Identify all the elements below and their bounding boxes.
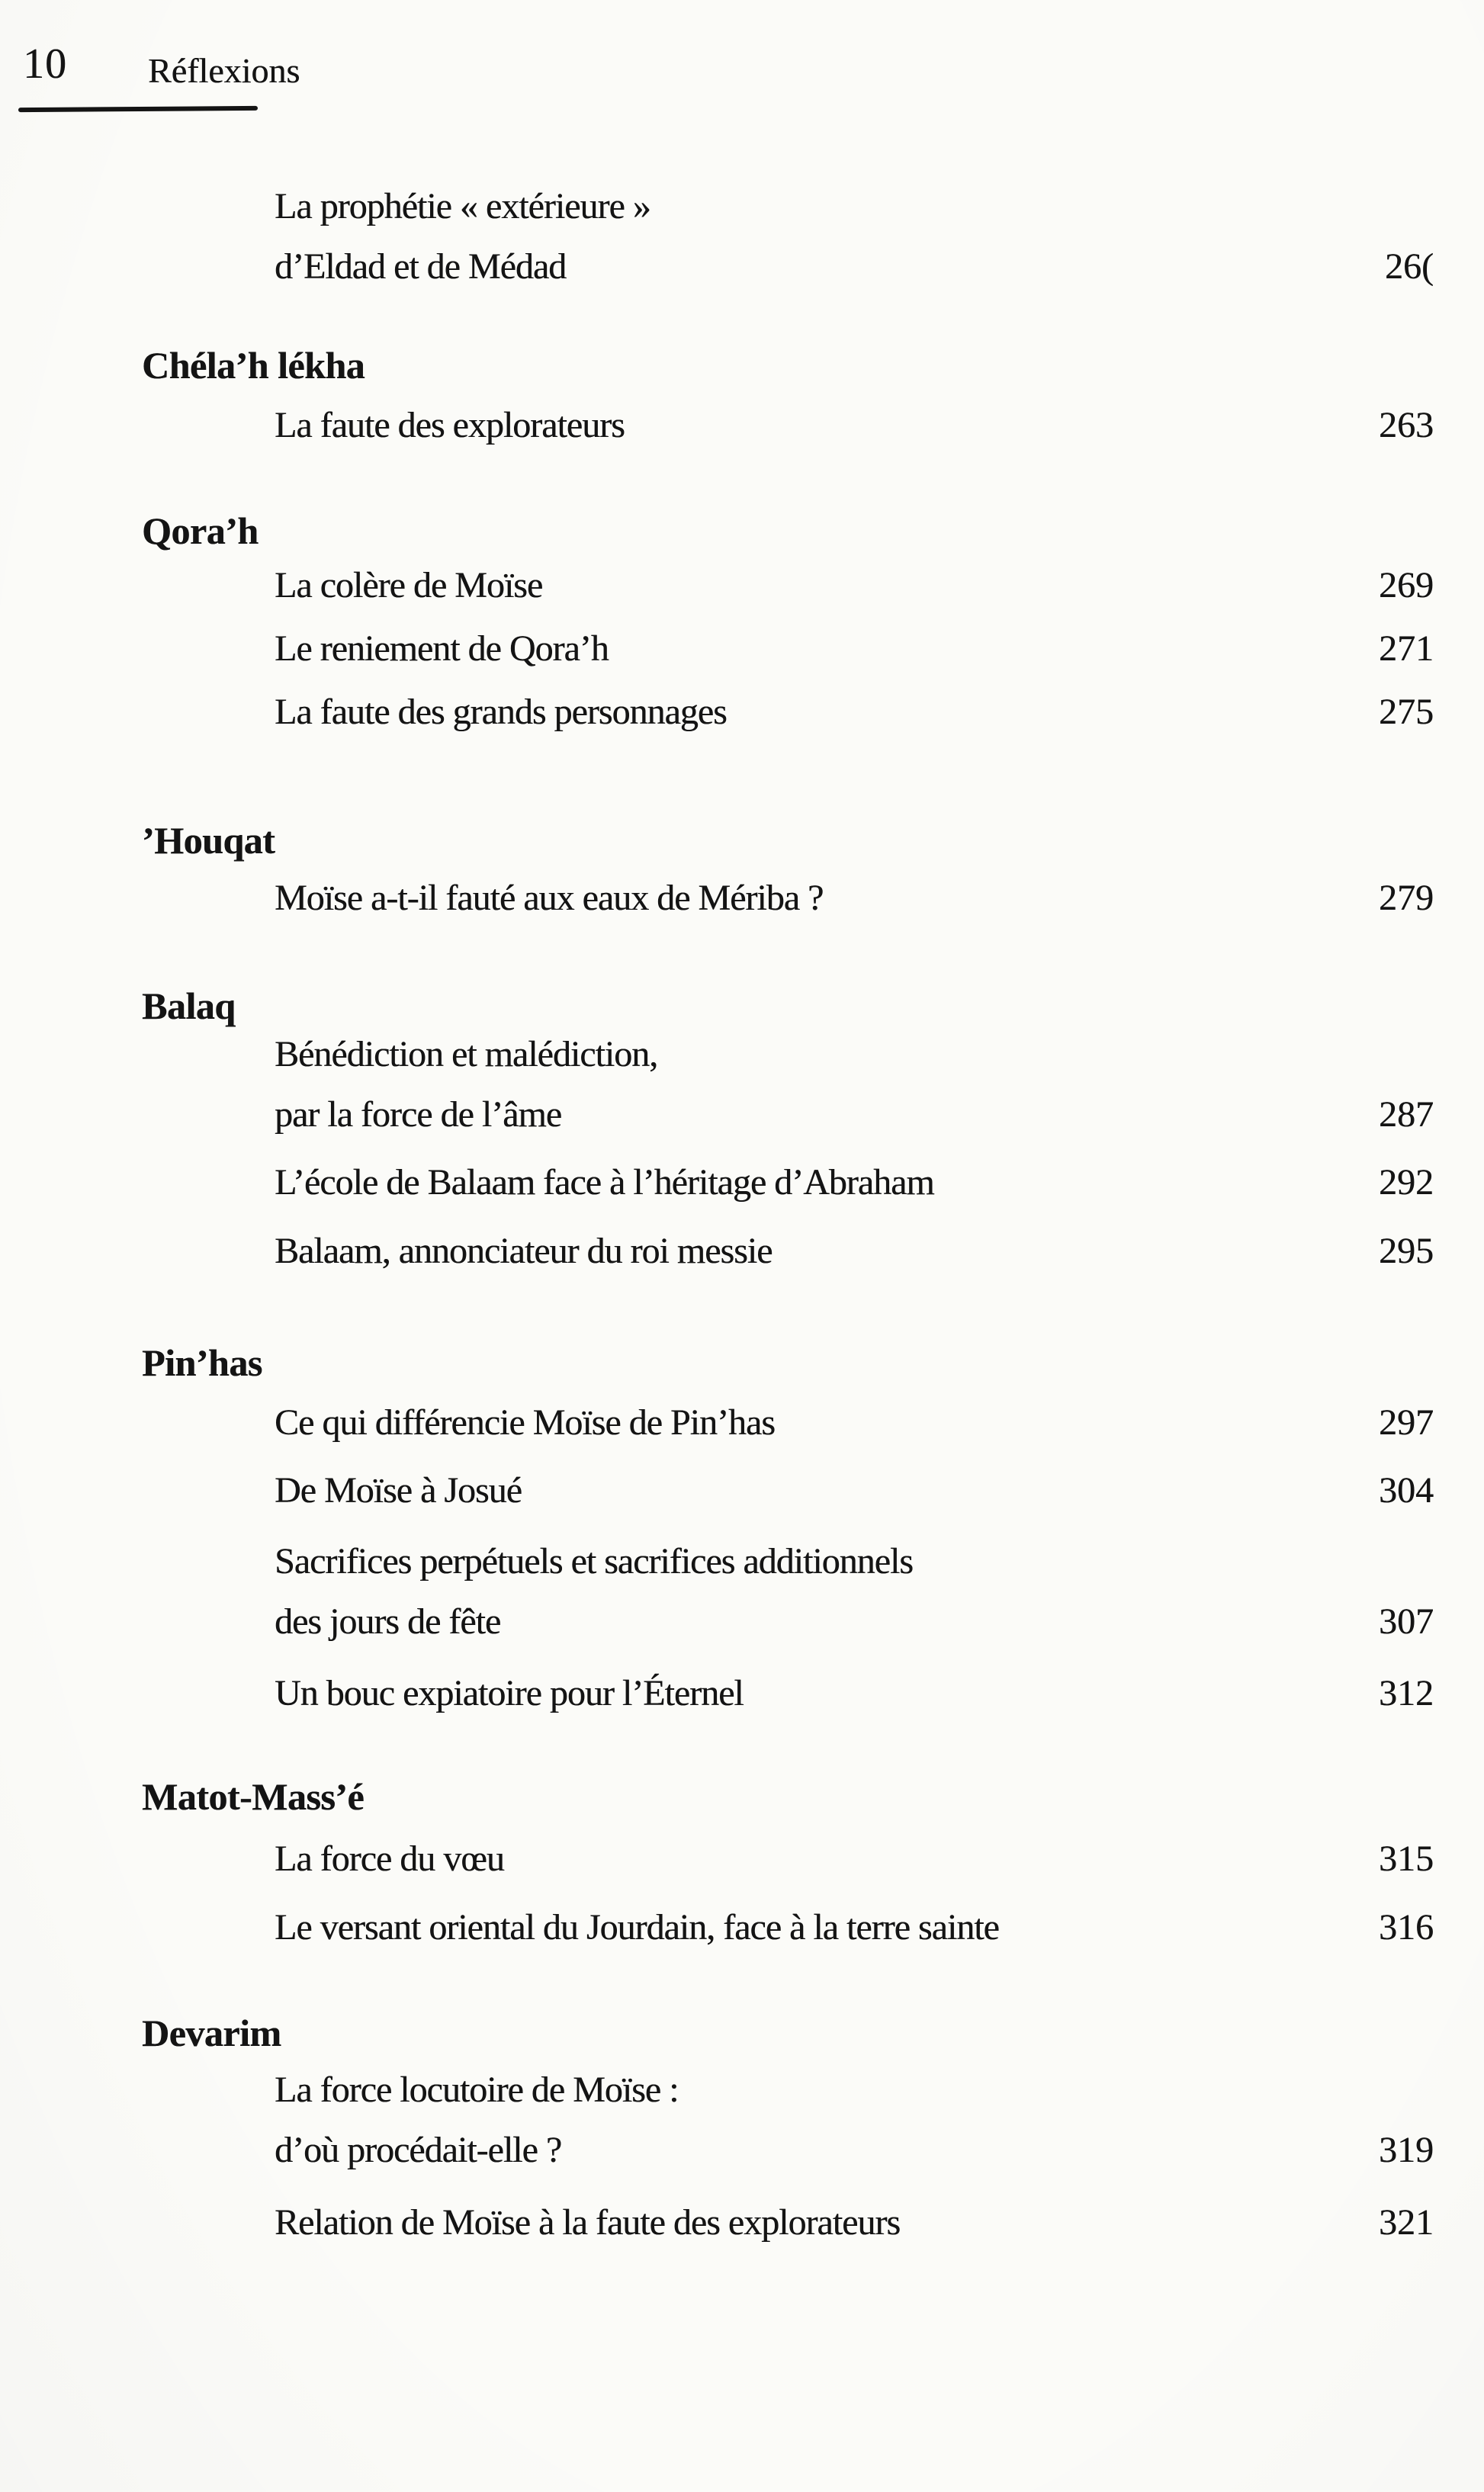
entry-title-line: Ce qui différencie Moïse de Pin’has <box>275 1402 775 1443</box>
entry-title-line: Un bouc expiatoire pour l’Éternel <box>275 1673 744 1713</box>
entry-title-line: d’où procédait-elle ? <box>275 2130 562 2170</box>
entry-title-line: L’école de Balaam face à l’héritage d’Abraham <box>275 1162 934 1203</box>
entry-page-number: 269 <box>1379 565 1434 605</box>
entry-title-line: De Moïse à Josué <box>275 1470 522 1511</box>
entry-title-line: La faute des grands personnages <box>275 692 727 732</box>
entry-title-line: Sacrifices perpétuels et sacrifices additionnels <box>275 1541 913 1582</box>
section-heading: ’Houqat <box>142 819 275 862</box>
entry-page-number: 321 <box>1379 2202 1434 2243</box>
entry-page-number: 319 <box>1379 2130 1434 2170</box>
entry-page-number: 26( <box>1385 246 1434 287</box>
entry-title-line: Relation de Moïse à la faute des explorateurs <box>275 2202 901 2243</box>
entry-page-number: 279 <box>1379 878 1434 918</box>
section-heading: Balaq <box>142 984 236 1027</box>
entry-page-number: 316 <box>1379 1907 1434 1948</box>
entry-page-number: 287 <box>1379 1094 1434 1135</box>
page-folio: 10 <box>23 40 67 88</box>
entry-page-number: 297 <box>1379 1402 1434 1443</box>
entry-page-number: 307 <box>1379 1601 1434 1642</box>
entry-title-line: La colère de Moïse <box>275 565 543 605</box>
entry-title-line: Moïse a-t-il fauté aux eaux de Mériba ? <box>275 878 824 918</box>
section-heading: Pin’has <box>142 1341 262 1384</box>
section-heading: Qora’h <box>142 509 259 552</box>
entry-title-line: des jours de fête <box>275 1601 501 1642</box>
entry-title-line: La force locutoire de Moïse : <box>275 2070 679 2110</box>
entry-page-number: 312 <box>1379 1673 1434 1713</box>
entry-page-number: 295 <box>1379 1231 1434 1271</box>
entry-page-number: 275 <box>1379 692 1434 732</box>
entry-title-line: La prophétie « extérieure » <box>275 186 650 226</box>
entry-title-line: Bénédiction et malédiction, <box>275 1034 658 1074</box>
section-heading: Devarim <box>142 2012 281 2054</box>
entry-title-line: Balaam, annonciateur du roi messie <box>275 1231 773 1271</box>
entry-title-line: d’Eldad et de Médad <box>275 246 567 287</box>
entry-title-line: La faute des explorateurs <box>275 405 625 445</box>
entry-page-number: 292 <box>1379 1162 1434 1203</box>
entry-title-line: par la force de l’âme <box>275 1094 562 1135</box>
entry-page-number: 304 <box>1379 1470 1434 1511</box>
entry-page-number: 263 <box>1379 405 1434 445</box>
section-heading: Matot-Mass’é <box>142 1775 365 1818</box>
entry-page-number: 315 <box>1379 1838 1434 1879</box>
entry-title-line: Le versant oriental du Jourdain, face à la terre sainte <box>275 1907 999 1948</box>
entry-page-number: 271 <box>1379 628 1434 669</box>
running-title: Réflexions <box>148 51 300 90</box>
entry-title-line: La force du vœu <box>275 1838 504 1879</box>
section-heading: Chéla’h lékha <box>142 344 365 387</box>
entry-title-line: Le reniement de Qora’h <box>275 628 609 669</box>
